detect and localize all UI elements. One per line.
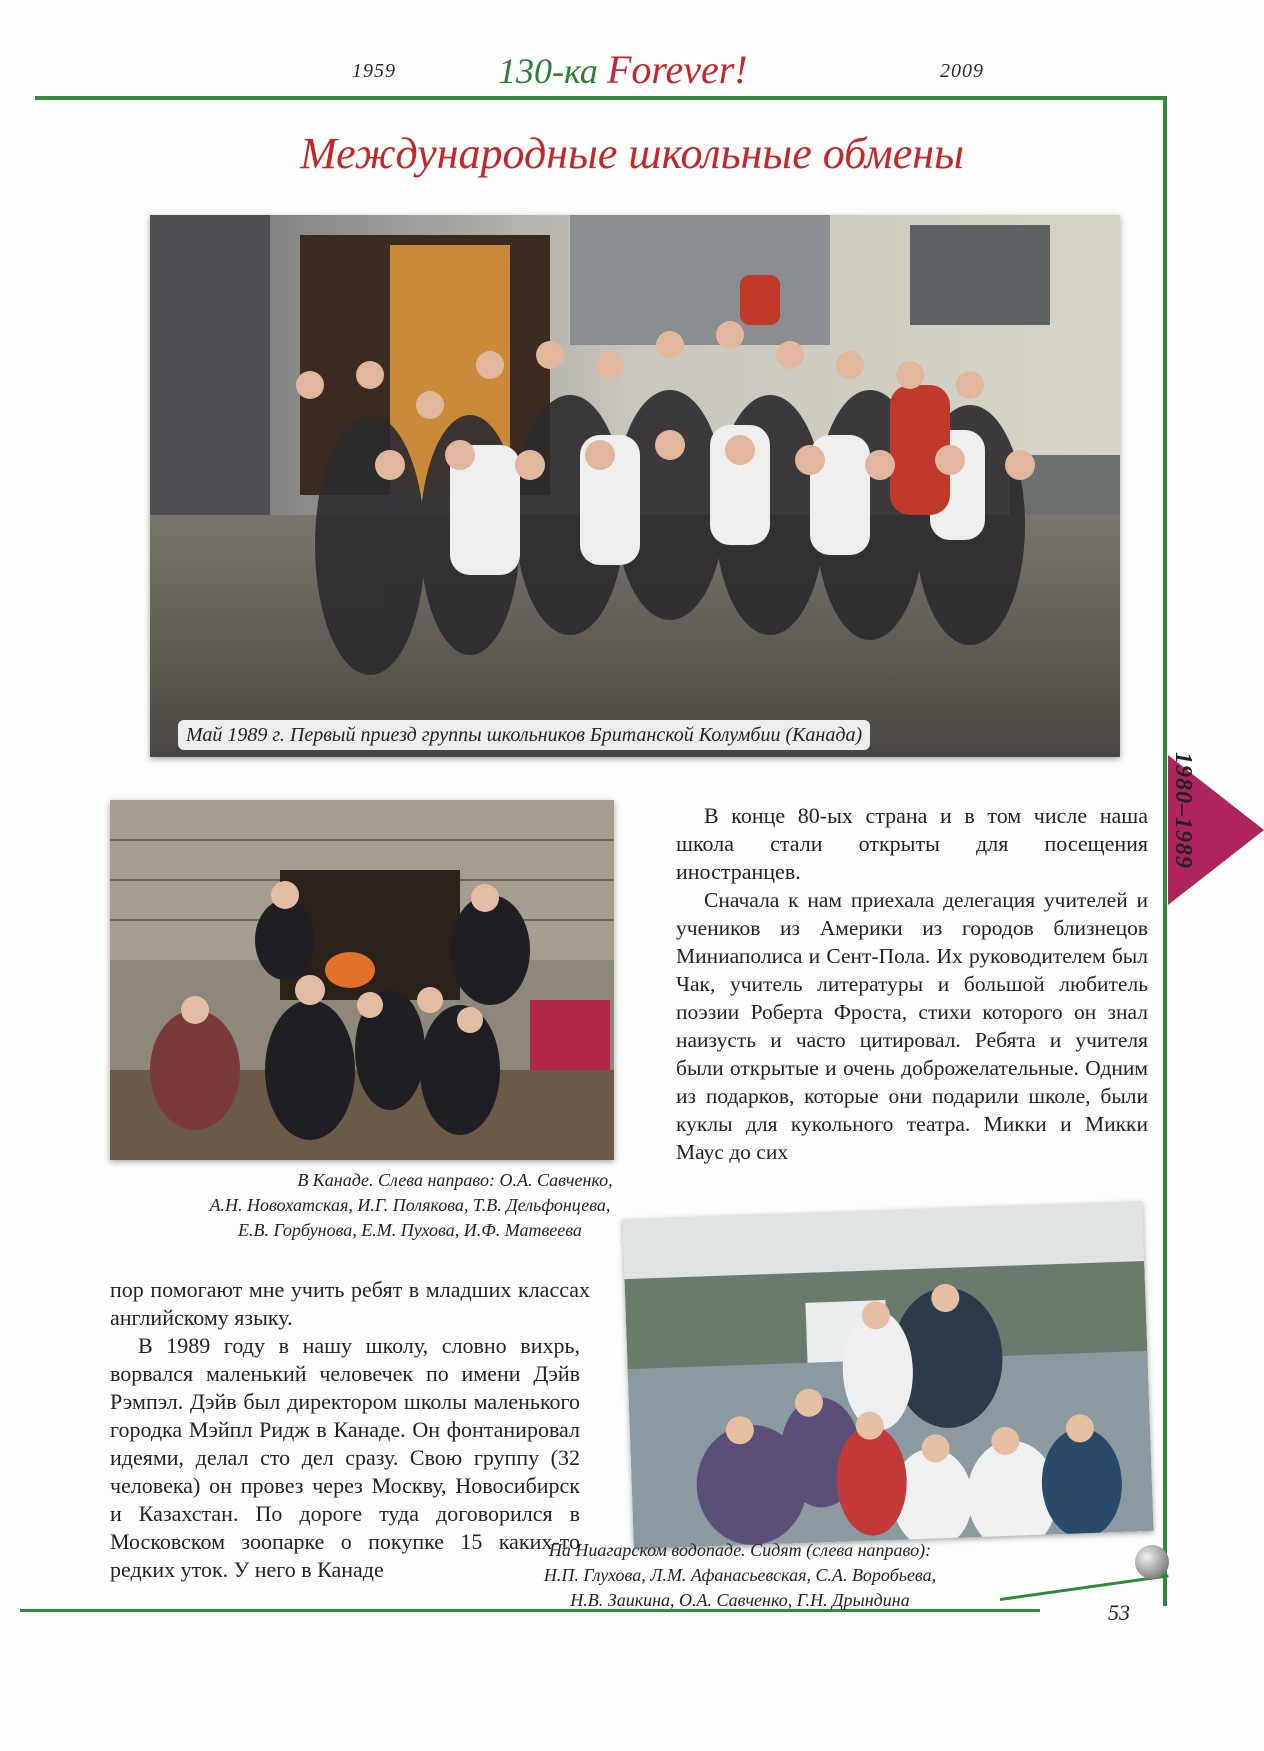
decorative-ball xyxy=(1135,1545,1169,1579)
niagara-caption-line: Н.В. Заикина, О.А. Савченко, Г.Н. Дрындина xyxy=(570,1590,910,1610)
header-year-right: 2009 xyxy=(940,60,984,82)
header-title xyxy=(498,46,748,93)
niagara-photo-image xyxy=(622,1201,1153,1549)
frame-bottom-swoosh xyxy=(1000,1574,1169,1601)
canada-caption-line: В Канаде. Слева направо: О.А. Савченко, xyxy=(297,1170,613,1190)
niagara-photo xyxy=(622,1201,1153,1549)
side-tab-label: 1980–1989 xyxy=(1170,752,1196,869)
header-title-accent: Forever! xyxy=(606,47,748,92)
canada-photo xyxy=(110,800,614,1160)
header-title-main: 130-ка xyxy=(498,51,607,91)
canada-photo-image xyxy=(110,800,614,1160)
paragraph-continued: пор помогают мне учить ребят в младших классах английскому языку. xyxy=(110,1277,590,1330)
frame-top-line xyxy=(35,96,1165,100)
text-column-left xyxy=(110,1276,590,1584)
page-title: Международные школьные обмены xyxy=(300,129,964,178)
page-number: 53 xyxy=(1108,1600,1130,1625)
paragraph-dave: В 1989 году в нашу школу, словно вихрь, ворвался маленький человечек по имени Дэйв Рэмпэл. Дэйв был директором школы маленького городка Мэйпл Ридж в Канаде. Он фонтанировал идеями, делал сто дел сразу. Свою группу (32 человека) он провез через Москву, Новосибирск и Казахстан. По дороге туда договорился в Московском зоопарке о покупке 15 каких-то редких уток. У него в Канаде xyxy=(110,1333,580,1582)
group-photo-main xyxy=(150,215,1120,757)
main-photo-caption: Май 1989 г. Первый приезд группы школьников Британской Колумбии (Канада) xyxy=(178,720,870,750)
group-photo-image xyxy=(150,215,1120,757)
paragraph-intro: В конце 80-ых страна и в том числе наша школа стали открыты для посещения иностранцев. xyxy=(676,803,1148,884)
text-column-right xyxy=(676,802,1148,1166)
paragraph-america: Сначала к нам приехала делегация учителей и учеников из Америки из городов близнецов Миниаполиса и Сент-Пола. Их руководителем был Чак, учитель литературы и большой любитель поэзии Роберта Фроста, стихи которого он знал наизусть и часто цитировал. Ребята и учителя были открытые и очень доброжелательные. Одним из подарков, которые они подарили школе, были куклы для кукольного театра. Микки и Микки Маус до сих xyxy=(676,888,1148,1164)
niagara-caption-line: На Ниагарском водопаде. Сидят (слева направо): xyxy=(548,1540,932,1560)
canada-caption-line: А.Н. Новохатская, И.Г. Полякова, Т.В. Дельфонцева, xyxy=(209,1195,611,1215)
header-year-left: 1959 xyxy=(352,60,396,82)
canada-photo-caption xyxy=(160,1168,660,1243)
niagara-caption-line: Н.П. Глухова, Л.М. Афанасьевская, С.А. Воробьева, xyxy=(543,1565,937,1585)
canada-caption-line: Е.В. Горбунова, Е.М. Пухова, И.Ф. Матвеева xyxy=(238,1220,582,1240)
